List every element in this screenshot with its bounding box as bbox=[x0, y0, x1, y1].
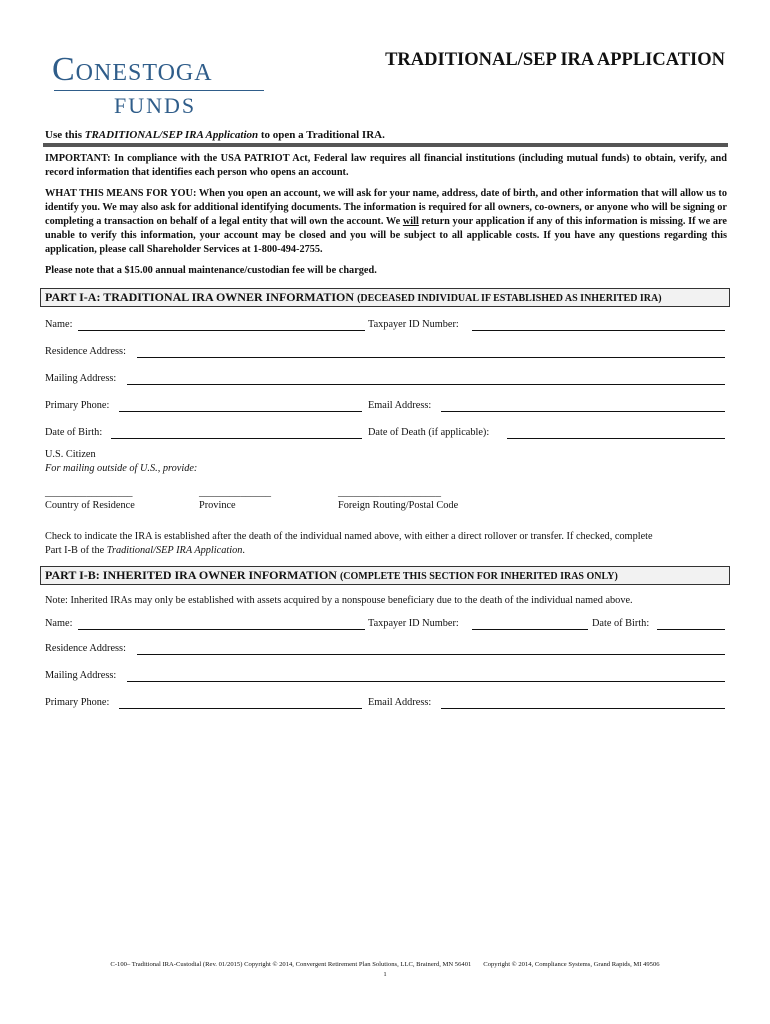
owner-phone-label: Primary Phone: bbox=[45, 400, 110, 411]
part-1a-heading bbox=[40, 288, 730, 307]
logo-rule bbox=[54, 90, 264, 91]
owner-dates-row bbox=[45, 426, 727, 442]
inherited-residence-row bbox=[45, 642, 727, 658]
owner-mailing-label: Mailing Address: bbox=[45, 373, 117, 384]
outside-us-note bbox=[45, 462, 197, 476]
what-means-after: return your application if any of this information is missing. If we are unable to verify this information, your account may be closed and you will be subject to all applicable costs. If you have any questions regarding this application, please call Shareholder Services at 1-800-494-2755. bbox=[45, 216, 727, 255]
footer-left: C-100– Traditional IRA-Custodial (Rev. 01/2015) Copyright © 2014, Convergent Retirement Plan Solutions, LLC, Brainerd, MN 56401 bbox=[110, 961, 472, 968]
intro-line bbox=[45, 129, 385, 141]
part-1a-heading-main: PART I-A: TRADITIONAL IRA OWNER INFORMATION bbox=[45, 290, 355, 304]
inherited-name-field[interactable] bbox=[78, 629, 365, 630]
province-blank[interactable]: ______________ bbox=[199, 487, 272, 498]
fee-note: Please note that a $15.00 annual maintenance/custodian fee will be charged. bbox=[45, 265, 377, 276]
inherited-phone-field[interactable] bbox=[119, 708, 362, 709]
page-number: 1 bbox=[383, 971, 387, 978]
owner-dob-field[interactable] bbox=[111, 438, 362, 439]
inherited-dob-label: Date of Birth: bbox=[592, 618, 650, 629]
owner-name-row bbox=[45, 318, 727, 334]
owner-residence-row bbox=[45, 345, 727, 361]
postal-blank[interactable]: ____________________ bbox=[338, 487, 441, 498]
footer-copyright bbox=[0, 960, 770, 970]
check-note-2a: Part I-B of the bbox=[45, 545, 107, 556]
inherited-dob-field[interactable] bbox=[657, 629, 725, 630]
inherited-residence-label: Residence Address: bbox=[45, 643, 126, 654]
check-note-2b: Traditional/SEP IRA Application bbox=[106, 545, 243, 556]
inherited-residence-field[interactable] bbox=[137, 654, 725, 655]
country-blank[interactable]: _________________ bbox=[45, 487, 133, 498]
inherited-contact-row bbox=[45, 696, 727, 712]
logo-wordmark: Conestoga bbox=[52, 51, 213, 88]
inherited-email-field[interactable] bbox=[441, 708, 725, 709]
what-means-before: WHAT THIS MEANS FOR YOU: When you open an account, we will ask for your name, address, date of birth, and other information that will allow us to identify you. We may also ask for additional identifying documents. The information is required for all owners, co-owners, or anyone who will be signing or completing a transaction on behalf of a legal entity that will own the account. We bbox=[45, 188, 727, 227]
logo-subtitle: FUNDS bbox=[114, 93, 197, 118]
owner-dob-label: Date of Birth: bbox=[45, 427, 103, 438]
owner-email-field[interactable] bbox=[441, 411, 725, 412]
owner-contact-row bbox=[45, 399, 727, 415]
inherited-mailing-field[interactable] bbox=[127, 681, 725, 682]
document-title: TRADITIONAL/SEP IRA APPLICATION bbox=[385, 50, 725, 70]
header-divider bbox=[43, 143, 728, 147]
inherited-phone-label: Primary Phone: bbox=[45, 697, 110, 708]
inherited-name-label: Name: bbox=[45, 618, 73, 629]
owner-residence-label: Residence Address: bbox=[45, 346, 126, 357]
owner-tin-label: Taxpayer ID Number: bbox=[368, 319, 459, 330]
outside-us-text: For mailing outside of U.S., provide: bbox=[45, 463, 198, 474]
province-label: Province bbox=[199, 500, 236, 511]
check-note-line-2 bbox=[45, 544, 727, 558]
inherited-email-label: Email Address: bbox=[368, 697, 432, 708]
inherited-tin-field[interactable] bbox=[472, 629, 588, 630]
inherited-mailing-row bbox=[45, 669, 727, 685]
part-1a-heading-paren: (DECEASED INDIVIDUAL IF ESTABLISHED AS INHERITED IRA) bbox=[357, 293, 662, 304]
intro-emphasis: TRADITIONAL/SEP IRA Application bbox=[84, 129, 259, 141]
owner-dod-field[interactable] bbox=[507, 438, 725, 439]
what-means-underlined: will bbox=[402, 216, 419, 227]
intro-prefix: Use this bbox=[45, 129, 85, 141]
part-1b-heading bbox=[40, 566, 730, 585]
check-note-2c: . bbox=[242, 545, 245, 556]
inherited-note: Note: Inherited IRAs may only be established with assets acquired by a nonspouse beneficiary due to the death of the individual named above. bbox=[45, 595, 633, 606]
part-1b-heading-paren: (COMPLETE THIS SECTION FOR INHERITED IRAS ONLY) bbox=[339, 571, 618, 582]
intro-suffix: to open a Traditional IRA. bbox=[258, 129, 385, 141]
inherited-check-note bbox=[45, 530, 727, 558]
inherited-mailing-label: Mailing Address: bbox=[45, 670, 117, 681]
footer-right: Copyright © 2014, Compliance Systems, Grand Rapids, MI 49506 bbox=[483, 961, 660, 968]
what-this-means-paragraph bbox=[45, 187, 727, 257]
country-label: Country of Residence bbox=[45, 500, 135, 511]
owner-mailing-field[interactable] bbox=[127, 384, 725, 385]
owner-tin-field[interactable] bbox=[472, 330, 725, 331]
owner-mailing-row bbox=[45, 372, 727, 388]
owner-name-label: Name: bbox=[45, 319, 73, 330]
owner-residence-field[interactable] bbox=[137, 357, 725, 358]
inherited-tin-label: Taxpayer ID Number: bbox=[368, 618, 459, 629]
inherited-name-row bbox=[45, 617, 727, 633]
owner-phone-field[interactable] bbox=[119, 411, 362, 412]
owner-name-field[interactable] bbox=[78, 330, 365, 331]
owner-dod-label: Date of Death (if applicable): bbox=[368, 427, 490, 438]
check-note-line-1: Check to indicate the IRA is established after the death of the individual named above, with either a direct rollover or transfer. If checked, complete bbox=[45, 531, 653, 542]
us-citizen-label: U.S. Citizen bbox=[45, 449, 96, 460]
part-1b-heading-main: PART I-B: INHERITED IRA OWNER INFORMATION bbox=[45, 568, 337, 582]
important-paragraph: IMPORTANT: In compliance with the USA PATRIOT Act, Federal law requires all financial institutions (including mutual funds) to obtain, verify, and record information that identifies each person who opens an account. bbox=[45, 153, 727, 178]
postal-code-label: Foreign Routing/Postal Code bbox=[338, 500, 459, 511]
page-footer bbox=[0, 960, 770, 980]
conestoga-funds-logo bbox=[52, 50, 267, 120]
owner-email-label: Email Address: bbox=[368, 400, 432, 411]
